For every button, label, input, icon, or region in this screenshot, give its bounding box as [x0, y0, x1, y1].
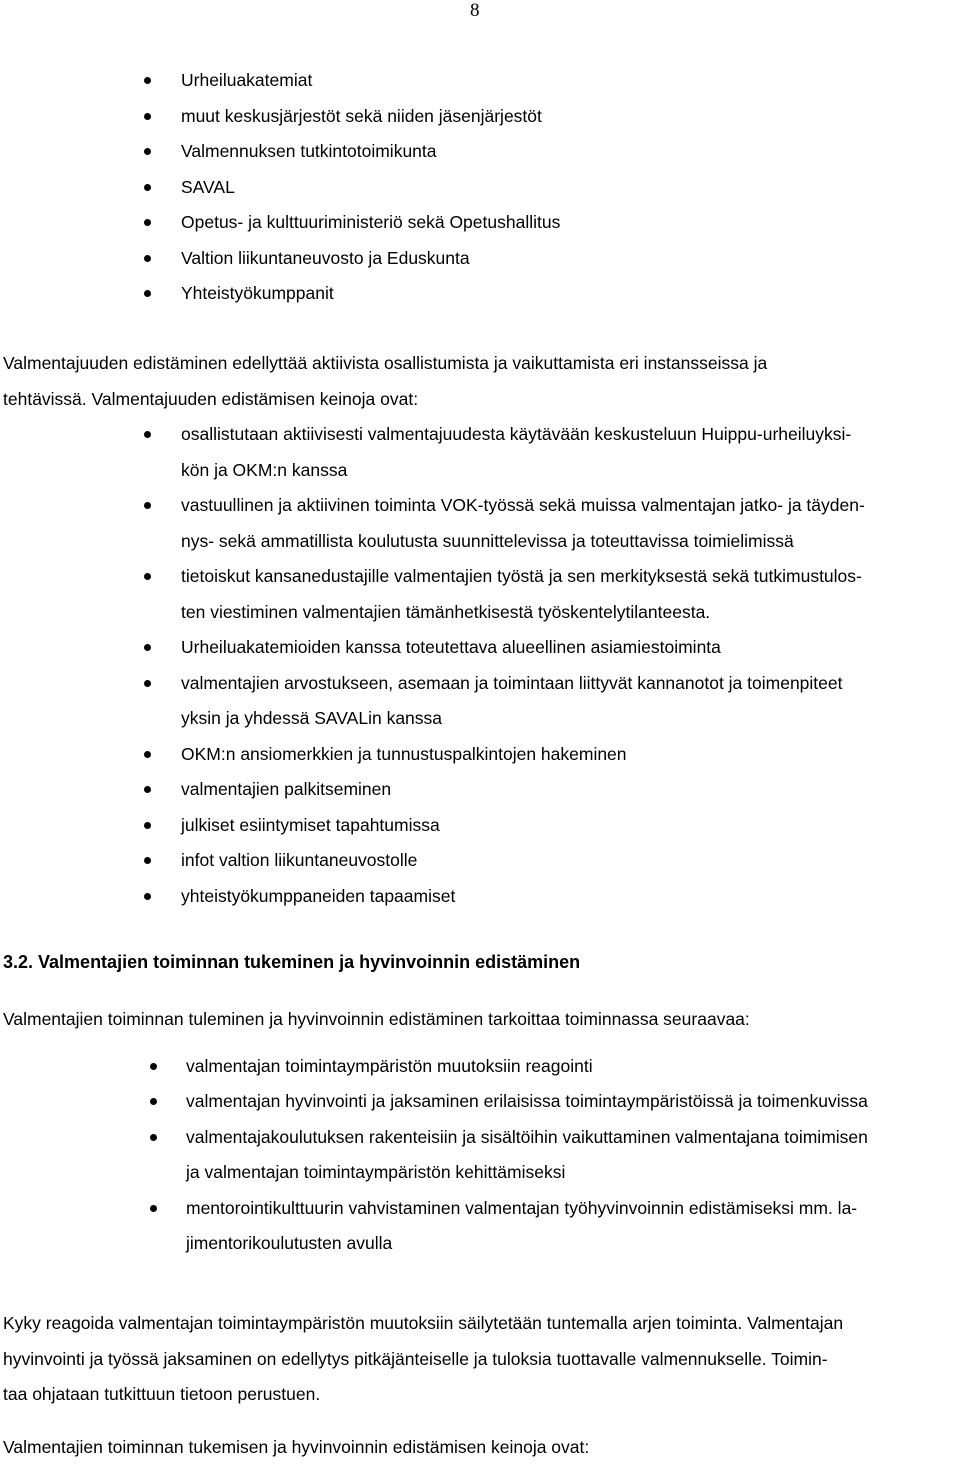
list-item: OKM:n ansiomerkkien ja tunnustuspalkintojen hakeminen [0, 737, 960, 773]
list-item: Yhteistyökumppanit [0, 276, 960, 312]
section-heading: 3.2. Valmentajien toiminnan tukeminen ja hyvinvoinnin edistäminen [3, 952, 581, 972]
body-paragraph: Kyky reagoida valmentajan toimintaympäristön muutoksiin säilytetään tuntemalla arjen toiminta. Valmentajan hyvinvointi ja työssä jaksaminen on edellytys pitkäjänteiselle ja tuloksia tuottavalle valmennukselle. Toimin- taa ohjataan tutkittuun tietoon perustuen. [3, 1313, 844, 1404]
closing-paragraph: Valmentajien toiminnan tukemisen ja hyvinvoinnin edistämisen keinoja ovat: [3, 1437, 590, 1457]
list-item: valmentajan hyvinvointi ja jaksaminen erilaisissa toimintaympäristöissä ja toimenkuvissa [0, 1084, 960, 1119]
list-item: valmentajakoulutuksen rakenteisiin ja sisältöihin vaikuttaminen valmentajana toimimisen ja valmentajan toimintaympäristön kehittämiseksi [0, 1120, 960, 1191]
list-item: muut keskusjärjestöt sekä niiden jäsenjärjestöt [0, 99, 960, 135]
list-item: tietoiskut kansanedustajille valmentajien työstä ja sen merkityksestä sekä tutkimustulos- ten viestiminen valmentajien tämänhetkisestä työskentelytilanteesta. [0, 559, 960, 630]
list-item: Valtion liikuntaneuvosto ja Eduskunta [0, 241, 960, 277]
list-item: vastuullinen ja aktiivinen toiminta VOK-työssä sekä muissa valmentajan jatko- ja täyden- nys- sekä ammatillista koulutusta suunnittelevissa ja toteuttavissa toimielimissä [0, 488, 960, 559]
list-item: julkiset esiintymiset tapahtumissa [0, 808, 960, 844]
means-list [0, 417, 960, 914]
list-item: valmentajan toimintaympäristön muutoksiin reagointi [0, 1049, 960, 1084]
list-item: infot valtion liikuntaneuvostolle [0, 843, 960, 879]
stakeholder-list [0, 63, 960, 312]
list-item: valmentajien arvostukseen, asemaan ja toimintaan liittyvät kannanotot ja toimenpiteet yksin ja yhdessä SAVALin kanssa [0, 666, 960, 737]
list-item: Urheiluakatemiat [0, 63, 960, 99]
list-item: Valmennuksen tutkintotoimikunta [0, 134, 960, 170]
list-item: Opetus- ja kulttuuriministeriö sekä Opetushallitus [0, 205, 960, 241]
section-intro-paragraph: Valmentajien toiminnan tuleminen ja hyvinvoinnin edistäminen tarkoittaa toiminnassa seuraavaa: [3, 1009, 750, 1029]
page-number: 8 [470, 0, 480, 21]
list-item: mentorointikulttuurin vahvistaminen valmentajan työhyvinvoinnin edistämiseksi mm. la- jimentorikoulutusten avulla [0, 1191, 960, 1262]
intro-paragraph: Valmentajuuden edistäminen edellyttää aktiivista osallistumista ja vaikuttamista eri instansseissa ja tehtävissä. Valmentajuuden edistämisen keinoja ovat: [3, 353, 768, 409]
wellbeing-list [0, 1049, 960, 1261]
list-item: yhteistyökumppaneiden tapaamiset [0, 879, 960, 915]
list-item: valmentajien palkitseminen [0, 772, 960, 808]
list-item: osallistutaan aktiivisesti valmentajuudesta käytävään keskusteluun Huippu-urheiluyksi- kön ja OKM:n kanssa [0, 417, 960, 488]
list-item: SAVAL [0, 170, 960, 206]
list-item: Urheiluakatemioiden kanssa toteutettava alueellinen asiamiestoiminta [0, 630, 960, 666]
